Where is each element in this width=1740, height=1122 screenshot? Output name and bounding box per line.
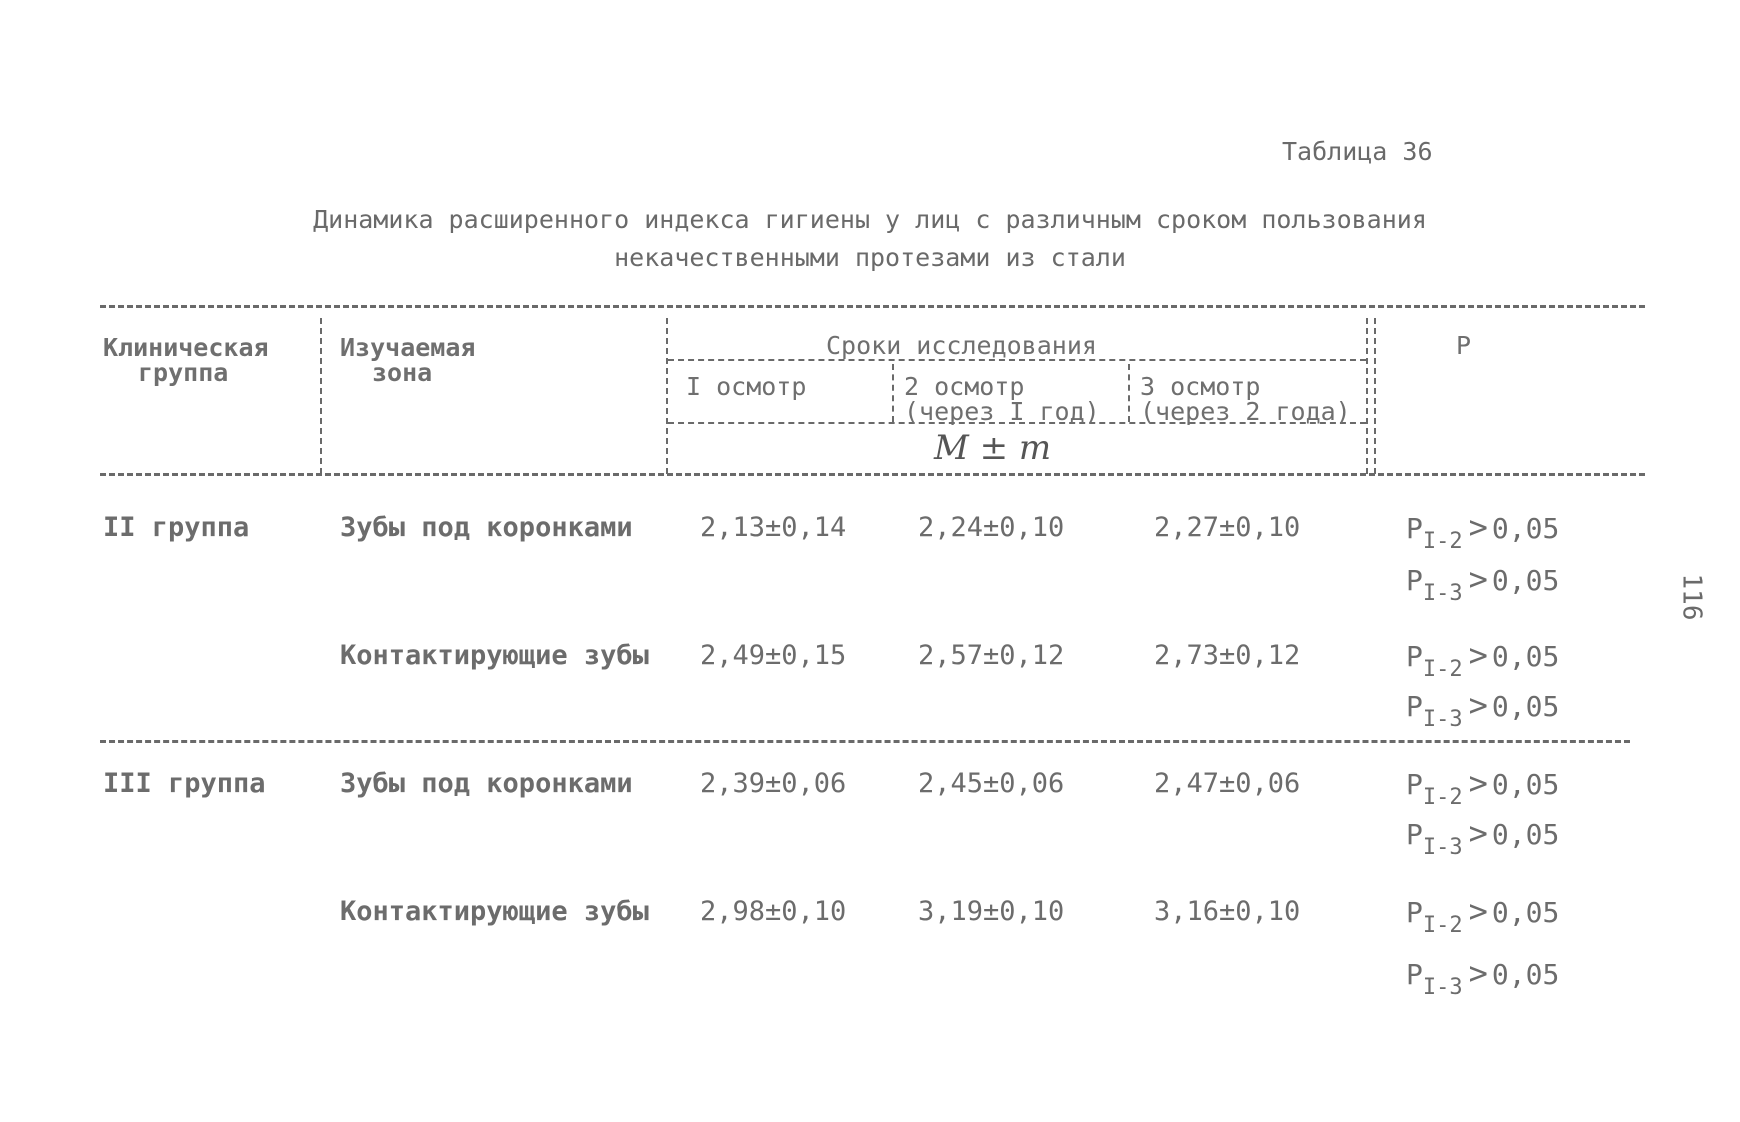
col-divider-zone-periods: [666, 318, 668, 474]
header-mean-sd-symbol: M ± m: [934, 428, 1052, 468]
row-3-exam-2: 2,45±0,06: [918, 768, 1065, 799]
row-4-zone: Контактирующие зубы: [340, 896, 649, 927]
row-2-exam-2: 2,57±0,12: [918, 640, 1065, 671]
row-3-p-1-2: $P_{I-2} > 0,05$: [1406, 764, 1560, 810]
row-3-zone: Зубы под коронками: [340, 768, 633, 799]
header-bottom-rule: [100, 473, 1645, 476]
row-2-zone: Контактирующие зубы: [340, 640, 649, 671]
header-exam-1: I осмотр: [686, 372, 807, 401]
row-1-zone: Зубы под коронками: [340, 512, 633, 543]
header-exam-2-line-1: 2 осмотр: [904, 372, 1025, 401]
header-exam-2-line-2: (через I год): [904, 397, 1100, 426]
col-divider-group-zone: [320, 318, 322, 474]
header-group-line-1: Клиническая: [103, 333, 269, 362]
table-title-line-2: некачественными протезами из стали: [614, 243, 1126, 272]
row-3-p-1-3: $P_{I-3} > 0,05$: [1406, 814, 1560, 860]
row-4-p-1-3: $P_{I-3} > 0,05$: [1406, 954, 1560, 1000]
row-1-p-1-2: $P_{I-2} > 0,05$: [1406, 508, 1560, 554]
row-1-exam-1: 2,13±0,14: [700, 512, 847, 543]
row-1-p-1-3: $P_{I-3} > 0,05$: [1406, 560, 1560, 606]
row-4-exam-1: 2,98±0,10: [700, 896, 847, 927]
table-top-rule: [100, 305, 1645, 308]
row-4-p-1-2: $P_{I-2} > 0,05$: [1406, 892, 1560, 938]
header-exam-3-line-2: (через 2 года): [1140, 397, 1351, 426]
row-1-exam-2: 2,24±0,10: [918, 512, 1065, 543]
col-divider-periods-p: [1366, 318, 1368, 474]
row-3-group: III группа: [103, 768, 266, 799]
table-label: Таблица 36: [1282, 137, 1433, 166]
row-1-exam-3: 2,27±0,10: [1154, 512, 1301, 543]
col-divider-periods-p-inner: [1374, 318, 1376, 474]
row-3-exam-1: 2,39±0,06: [700, 768, 847, 799]
col-divider-exam2-exam3: [1128, 364, 1130, 422]
group-separator-rule: [100, 740, 1630, 743]
row-2-p-1-3: $P_{I-3} > 0,05$: [1406, 686, 1560, 732]
table-title-line-1: Динамика расширенного индекса гигиены у лиц с различным сроком пользования: [313, 205, 1427, 234]
header-group-line-2: группа: [138, 358, 229, 387]
header-periods: Сроки исследования: [826, 331, 1097, 360]
header-exam-3-line-1: 3 осмотр: [1140, 372, 1261, 401]
header-zone-line-2: зона: [372, 358, 433, 387]
page-number: 116: [1676, 573, 1707, 621]
row-2-p-1-2: $P_{I-2} > 0,05$: [1406, 636, 1560, 682]
row-4-exam-2: 3,19±0,10: [918, 896, 1065, 927]
col-divider-exam1-exam2: [892, 364, 894, 422]
row-2-exam-3: 2,73±0,12: [1154, 640, 1301, 671]
row-3-exam-3: 2,47±0,06: [1154, 768, 1301, 799]
header-p: P: [1456, 331, 1472, 360]
row-1-group: II группа: [103, 512, 250, 543]
row-2-exam-1: 2,49±0,15: [700, 640, 847, 671]
header-zone-line-1: Изучаемая: [340, 333, 476, 362]
row-4-exam-3: 3,16±0,10: [1154, 896, 1301, 927]
